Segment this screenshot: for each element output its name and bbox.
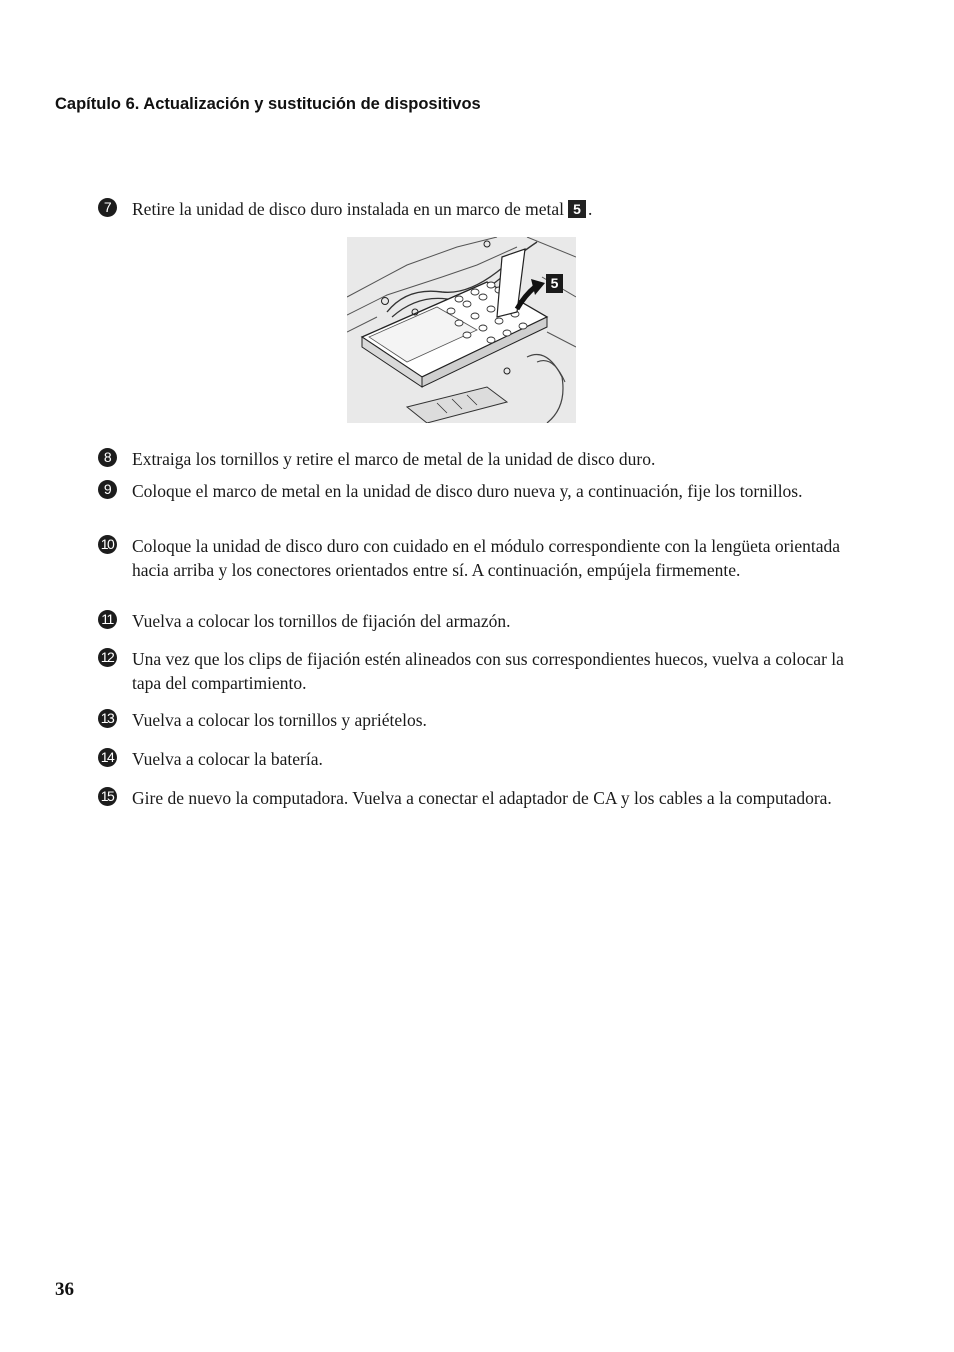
step-9-text: Coloque el marco de metal en la unidad de disco duro nueva y, a continuación, fije los tornillos.: [132, 481, 803, 501]
step-12-text: Una vez que los clips de fijación estén alineados con sus correspondientes huecos, vuelva a colocar la tapa del compartimiento.: [132, 649, 844, 693]
step-14-text: Vuelva a colocar la batería.: [132, 749, 323, 769]
step-8: [98, 447, 868, 471]
page-number: 36: [55, 1279, 74, 1300]
figure-callout-5: 5: [546, 274, 563, 293]
step-13-text: Vuelva a colocar los tornillos y apriételos.: [132, 710, 427, 730]
step-7-text: [132, 197, 592, 221]
step-15: [98, 786, 868, 810]
step-11-text: Vuelva a colocar los tornillos de fijación del armazón.: [132, 611, 511, 631]
step-number-14: 14: [98, 748, 117, 767]
step-7-instruction: Retire la unidad de disco duro instalada en un marco de metal: [132, 199, 565, 219]
chapter-title: Capítulo 6. Actualización y sustitución de dispositivos: [55, 95, 481, 113]
step-number-10: 10: [98, 535, 117, 554]
step-number-7: 7: [98, 198, 117, 217]
step-number-8: 8: [98, 448, 117, 467]
step-13: [98, 708, 868, 732]
step-number-11: 11: [98, 610, 117, 629]
step-11: [98, 609, 868, 633]
step-15-text: Gire de nuevo la computadora. Vuelva a conectar el adaptador de CA y los cables a la computadora.: [132, 788, 832, 808]
step-number-15: 15: [98, 787, 117, 806]
step-12: [98, 647, 868, 695]
step-7: [98, 197, 868, 221]
step-9: [98, 479, 868, 503]
step-8-text: Extraiga los tornillos y retire el marco de metal de la unidad de disco duro.: [132, 449, 656, 469]
step-10: [98, 534, 868, 582]
step-10-text: Coloque la unidad de disco duro con cuidado en el módulo correspondiente con la lengüeta orientada hacia arriba y los conectores orientados entre sí. A continuación, empújela firmemente.: [132, 536, 841, 580]
step-14: [98, 747, 868, 771]
callout-badge-5: 5: [568, 200, 586, 218]
step-number-9: 9: [98, 480, 117, 499]
step-number-12: 12: [98, 648, 117, 667]
hard-disk-removal-illustration: [347, 237, 576, 423]
step-7-suffix: .: [588, 199, 593, 219]
step-number-13: 13: [98, 709, 117, 728]
